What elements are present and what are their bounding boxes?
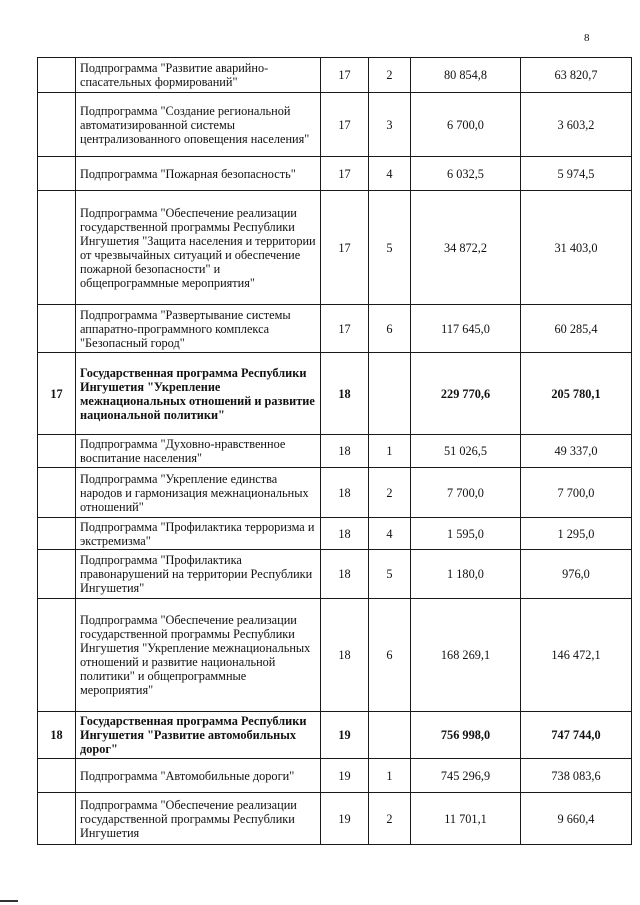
- subprogram-code: 5: [369, 191, 411, 305]
- amount-executed: 146 472,1: [521, 599, 632, 712]
- subprogram-code: 1: [369, 435, 411, 468]
- subprogram-code: [369, 712, 411, 759]
- amount-planned: 80 854,8: [411, 58, 521, 93]
- amount-executed: 3 603,2: [521, 93, 632, 157]
- row-number: 18: [38, 712, 76, 759]
- row-number: [38, 468, 76, 518]
- program-code: 17: [321, 58, 369, 93]
- program-name: Подпрограмма "Развитие аварийно-спасательных формирований": [76, 58, 321, 93]
- program-name: Подпрограмма "Создание региональной автоматизированной системы централизованного оповещения населения": [76, 93, 321, 157]
- program-code: 19: [321, 759, 369, 793]
- table-row: [38, 793, 632, 845]
- program-code: 18: [321, 468, 369, 518]
- table-row: [38, 468, 632, 518]
- amount-planned: 11 701,1: [411, 793, 521, 845]
- program-code: 18: [321, 518, 369, 550]
- program-code: 18: [321, 435, 369, 468]
- amount-planned: 1 180,0: [411, 550, 521, 599]
- program-name: Подпрограмма "Укрепление единства народов и гармонизация межнациональных отношений": [76, 468, 321, 518]
- table-row: [38, 157, 632, 191]
- amount-planned: 7 700,0: [411, 468, 521, 518]
- program-name: Подпрограмма "Пожарная безопасность": [76, 157, 321, 191]
- program-name: Подпрограмма "Профилактика терроризма и экстремизма": [76, 518, 321, 550]
- row-number: [38, 793, 76, 845]
- program-name: Государственная программа Республики Ингушетия "Укрепление межнациональных отношений и развитие национальной политики": [76, 353, 321, 435]
- amount-executed: 31 403,0: [521, 191, 632, 305]
- program-code: 18: [321, 599, 369, 712]
- table-row: [38, 599, 632, 712]
- amount-planned: 168 269,1: [411, 599, 521, 712]
- table-row: [38, 93, 632, 157]
- amount-executed: 60 285,4: [521, 305, 632, 353]
- program-name: Подпрограмма "Развертывание системы аппаратно-программного комплекса "Безопасный город": [76, 305, 321, 353]
- table-row-program: [38, 712, 632, 759]
- program-code: 18: [321, 550, 369, 599]
- subprogram-code: 4: [369, 518, 411, 550]
- table-row: [38, 191, 632, 305]
- table-row: [38, 550, 632, 599]
- program-name: Государственная программа Республики Ингушетия "Развитие автомобильных дорог": [76, 712, 321, 759]
- row-number: [38, 157, 76, 191]
- program-name: Подпрограмма "Профилактика правонарушений на территории Республики Ингушетия": [76, 550, 321, 599]
- scan-artifact: [0, 900, 18, 902]
- row-number: [38, 435, 76, 468]
- amount-planned: 6 032,5: [411, 157, 521, 191]
- amount-executed: 205 780,1: [521, 353, 632, 435]
- row-number: [38, 550, 76, 599]
- amount-planned: 756 998,0: [411, 712, 521, 759]
- page-number: 8: [584, 32, 590, 44]
- program-name: Подпрограмма "Духовно-нравственное воспитание населения": [76, 435, 321, 468]
- program-code: 17: [321, 157, 369, 191]
- amount-planned: 229 770,6: [411, 353, 521, 435]
- program-code: 17: [321, 93, 369, 157]
- program-name: Подпрограмма "Обеспечение реализации государственной программы Республики Ингушетия "Укрепление межнациональных отношений и развитие национальной политики" и общепрограммные мероприятия": [76, 599, 321, 712]
- amount-executed: 49 337,0: [521, 435, 632, 468]
- subprogram-code: 2: [369, 793, 411, 845]
- amount-executed: 5 974,5: [521, 157, 632, 191]
- row-number: [38, 58, 76, 93]
- row-number: [38, 191, 76, 305]
- program-code: 19: [321, 793, 369, 845]
- amount-planned: 745 296,9: [411, 759, 521, 793]
- row-number: [38, 93, 76, 157]
- table-row: [38, 435, 632, 468]
- table-row-program: [38, 353, 632, 435]
- amount-planned: 1 595,0: [411, 518, 521, 550]
- program-code: 17: [321, 191, 369, 305]
- amount-executed: 63 820,7: [521, 58, 632, 93]
- subprogram-code: 6: [369, 305, 411, 353]
- program-name: Подпрограмма "Обеспечение реализации государственной программы Республики Ингушетия: [76, 793, 321, 845]
- row-number: [38, 305, 76, 353]
- subprogram-code: [369, 353, 411, 435]
- row-number: [38, 518, 76, 550]
- amount-planned: 6 700,0: [411, 93, 521, 157]
- subprogram-code: 5: [369, 550, 411, 599]
- budget-table-body: [38, 58, 632, 845]
- table-row: [38, 518, 632, 550]
- program-name: Подпрограмма "Обеспечение реализации государственной программы Республики Ингушетия "Защита населения и территории от чрезвычайных ситуаций и обеспечение пожарной безопасности" и общепрограммные мероприятия": [76, 191, 321, 305]
- subprogram-code: 2: [369, 58, 411, 93]
- subprogram-code: 6: [369, 599, 411, 712]
- table-row: [38, 58, 632, 93]
- table-row: [38, 305, 632, 353]
- amount-executed: 9 660,4: [521, 793, 632, 845]
- amount-executed: 747 744,0: [521, 712, 632, 759]
- budget-table: [37, 57, 632, 845]
- amount-planned: 51 026,5: [411, 435, 521, 468]
- amount-planned: 117 645,0: [411, 305, 521, 353]
- row-number: [38, 599, 76, 712]
- subprogram-code: 3: [369, 93, 411, 157]
- row-number: 17: [38, 353, 76, 435]
- amount-executed: 738 083,6: [521, 759, 632, 793]
- amount-executed: 1 295,0: [521, 518, 632, 550]
- amount-executed: 7 700,0: [521, 468, 632, 518]
- program-name: Подпрограмма "Автомобильные дороги": [76, 759, 321, 793]
- subprogram-code: 4: [369, 157, 411, 191]
- program-code: 18: [321, 353, 369, 435]
- amount-planned: 34 872,2: [411, 191, 521, 305]
- amount-executed: 976,0: [521, 550, 632, 599]
- row-number: [38, 759, 76, 793]
- table-row: [38, 759, 632, 793]
- program-code: 17: [321, 305, 369, 353]
- subprogram-code: 1: [369, 759, 411, 793]
- program-code: 19: [321, 712, 369, 759]
- subprogram-code: 2: [369, 468, 411, 518]
